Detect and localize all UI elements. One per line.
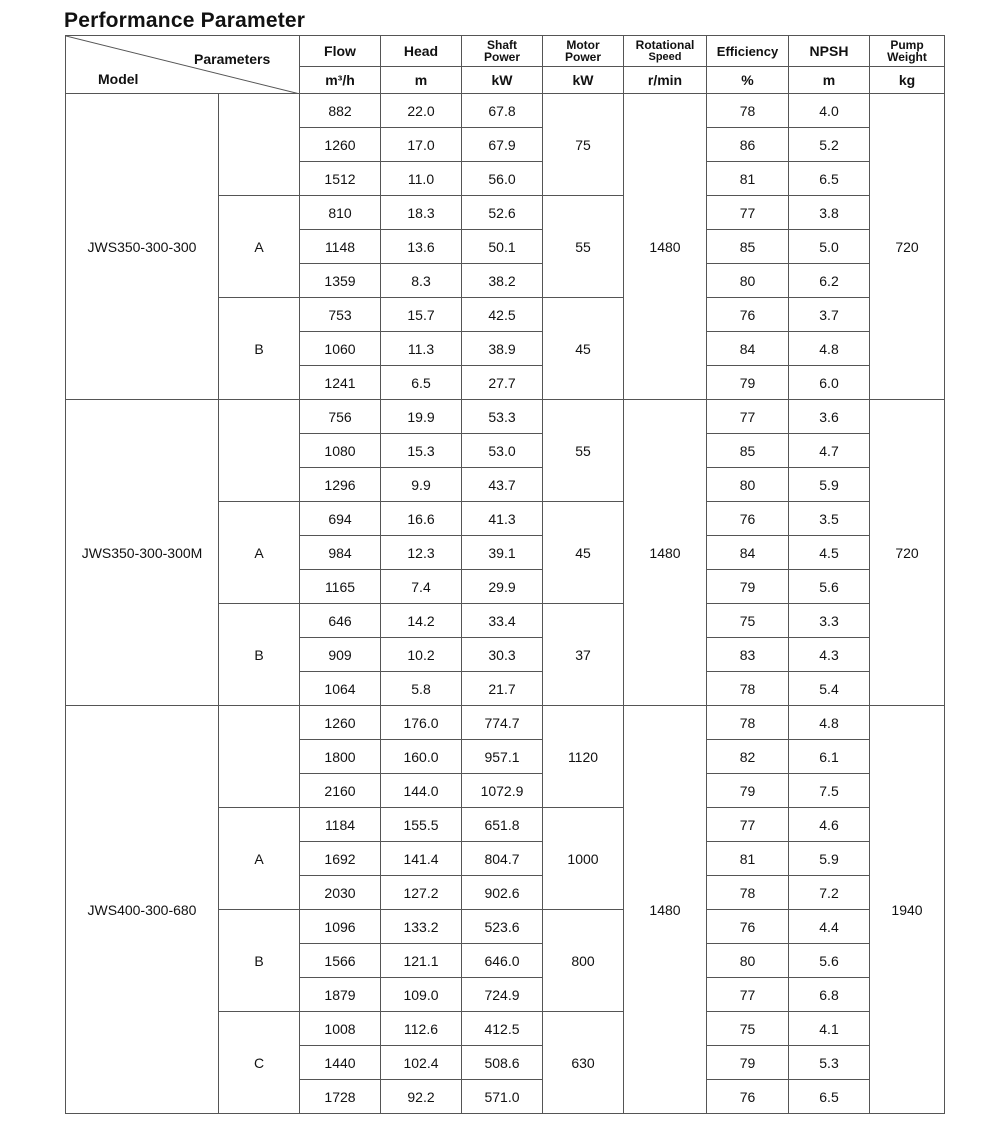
flow-value: 756	[300, 400, 381, 434]
motor-power-value: 630	[543, 1012, 624, 1114]
efficiency-value: 80	[707, 944, 789, 978]
shaft-power-value: 523.6	[462, 910, 543, 944]
npsh-value: 6.8	[789, 978, 870, 1012]
variant-label: A	[219, 808, 300, 910]
head-value: 121.1	[381, 944, 462, 978]
variant-label	[219, 706, 300, 808]
shaft-power-value: 53.3	[462, 400, 543, 434]
flow-value: 1064	[300, 672, 381, 706]
table-row	[66, 706, 945, 740]
flow-value: 882	[300, 94, 381, 128]
motor-power-value: 1000	[543, 808, 624, 910]
shaft-power-value: 902.6	[462, 876, 543, 910]
model-name: JWS350-300-300M	[66, 400, 219, 706]
table-row	[66, 400, 945, 434]
motor-power-value: 37	[543, 604, 624, 706]
efficiency-value: 80	[707, 468, 789, 502]
efficiency-value: 84	[707, 332, 789, 366]
flow-value: 1566	[300, 944, 381, 978]
variant-label: C	[219, 1012, 300, 1114]
flow-value: 2030	[300, 876, 381, 910]
variant-label: A	[219, 196, 300, 298]
efficiency-value: 79	[707, 570, 789, 604]
npsh-value: 3.7	[789, 298, 870, 332]
motor-power-value: 1120	[543, 706, 624, 808]
shaft-power-value: 957.1	[462, 740, 543, 774]
head-value: 15.3	[381, 434, 462, 468]
efficiency-value: 84	[707, 536, 789, 570]
head-value: 6.5	[381, 366, 462, 400]
flow-value: 1060	[300, 332, 381, 366]
efficiency-value: 83	[707, 638, 789, 672]
npsh-value: 6.5	[789, 1080, 870, 1114]
shaft-power-value: 651.8	[462, 808, 543, 842]
head-value: 7.4	[381, 570, 462, 604]
flow-value: 1440	[300, 1046, 381, 1080]
npsh-value: 3.5	[789, 502, 870, 536]
header-corner	[66, 36, 300, 94]
head-value: 141.4	[381, 842, 462, 876]
col-header-flow: Flow	[300, 36, 381, 67]
shaft-power-value: 38.2	[462, 264, 543, 298]
shaft-power-value: 50.1	[462, 230, 543, 264]
npsh-value: 7.2	[789, 876, 870, 910]
shaft-power-value: 774.7	[462, 706, 543, 740]
unit-efficiency: %	[707, 67, 789, 94]
flow-value: 1260	[300, 128, 381, 162]
efficiency-value: 78	[707, 876, 789, 910]
shaft-power-value: 38.9	[462, 332, 543, 366]
head-value: 102.4	[381, 1046, 462, 1080]
npsh-value: 4.6	[789, 808, 870, 842]
motor-power-value: 45	[543, 298, 624, 400]
head-value: 112.6	[381, 1012, 462, 1046]
unit-npsh: m	[789, 67, 870, 94]
unit-shaft-power: kW	[462, 67, 543, 94]
efficiency-value: 77	[707, 400, 789, 434]
motor-power-value: 800	[543, 910, 624, 1012]
efficiency-value: 78	[707, 672, 789, 706]
model-name: JWS350-300-300	[66, 94, 219, 400]
efficiency-value: 76	[707, 910, 789, 944]
col-header-npsh: NPSH	[789, 36, 870, 67]
npsh-value: 5.0	[789, 230, 870, 264]
variant-label: B	[219, 604, 300, 706]
npsh-value: 4.5	[789, 536, 870, 570]
flow-value: 1260	[300, 706, 381, 740]
page-title: Performance Parameter	[64, 9, 306, 32]
npsh-value: 6.2	[789, 264, 870, 298]
head-value: 127.2	[381, 876, 462, 910]
shaft-power-value: 412.5	[462, 1012, 543, 1046]
npsh-value: 4.1	[789, 1012, 870, 1046]
col-header-head: Head	[381, 36, 462, 67]
npsh-value: 7.5	[789, 774, 870, 808]
npsh-value: 4.8	[789, 332, 870, 366]
flow-value: 1512	[300, 162, 381, 196]
head-value: 9.9	[381, 468, 462, 502]
head-value: 5.8	[381, 672, 462, 706]
efficiency-value: 77	[707, 978, 789, 1012]
head-value: 17.0	[381, 128, 462, 162]
performance-table	[65, 35, 945, 1114]
rotational-speed-value: 1480	[624, 94, 707, 400]
shaft-power-value: 21.7	[462, 672, 543, 706]
flow-value: 1008	[300, 1012, 381, 1046]
npsh-value: 5.6	[789, 570, 870, 604]
head-value: 10.2	[381, 638, 462, 672]
npsh-value: 4.8	[789, 706, 870, 740]
variant-label	[219, 94, 300, 196]
efficiency-value: 86	[707, 128, 789, 162]
flow-value: 646	[300, 604, 381, 638]
efficiency-value: 75	[707, 604, 789, 638]
model-label: Model	[98, 71, 139, 87]
rotational-speed-value: 1480	[624, 706, 707, 1114]
pump-weight-value: 720	[870, 400, 945, 706]
head-value: 176.0	[381, 706, 462, 740]
efficiency-value: 82	[707, 740, 789, 774]
head-value: 155.5	[381, 808, 462, 842]
col-header-shaft-power: Shaft Power	[462, 36, 543, 67]
npsh-value: 4.4	[789, 910, 870, 944]
efficiency-value: 78	[707, 94, 789, 128]
shaft-power-value: 724.9	[462, 978, 543, 1012]
head-value: 13.6	[381, 230, 462, 264]
pump-weight-value: 720	[870, 94, 945, 400]
head-value: 133.2	[381, 910, 462, 944]
efficiency-value: 76	[707, 298, 789, 332]
table-row	[66, 94, 945, 128]
efficiency-value: 75	[707, 1012, 789, 1046]
flow-value: 1692	[300, 842, 381, 876]
flow-value: 1241	[300, 366, 381, 400]
motor-power-value: 55	[543, 400, 624, 502]
shaft-power-value: 27.7	[462, 366, 543, 400]
npsh-value: 5.2	[789, 128, 870, 162]
col-header-motor-power: Motor Power	[543, 36, 624, 67]
npsh-value: 6.0	[789, 366, 870, 400]
unit-rotational-speed: r/min	[624, 67, 707, 94]
col-header-rotational-speed: Rotational Speed	[624, 36, 707, 67]
npsh-value: 5.6	[789, 944, 870, 978]
shaft-power-value: 43.7	[462, 468, 543, 502]
unit-motor-power: kW	[543, 67, 624, 94]
flow-value: 1080	[300, 434, 381, 468]
shaft-power-value: 29.9	[462, 570, 543, 604]
npsh-value: 5.3	[789, 1046, 870, 1080]
shaft-power-value: 67.9	[462, 128, 543, 162]
shaft-power-value: 1072.9	[462, 774, 543, 808]
efficiency-value: 78	[707, 706, 789, 740]
shaft-power-value: 804.7	[462, 842, 543, 876]
head-value: 18.3	[381, 196, 462, 230]
head-value: 144.0	[381, 774, 462, 808]
flow-value: 1184	[300, 808, 381, 842]
npsh-value: 4.3	[789, 638, 870, 672]
flow-value: 694	[300, 502, 381, 536]
npsh-value: 5.9	[789, 468, 870, 502]
shaft-power-value: 52.6	[462, 196, 543, 230]
parameters-label: Parameters	[194, 51, 271, 67]
efficiency-value: 77	[707, 196, 789, 230]
head-value: 92.2	[381, 1080, 462, 1114]
flow-value: 1148	[300, 230, 381, 264]
rotational-speed-value: 1480	[624, 400, 707, 706]
table-body	[66, 94, 945, 1114]
variant-label: B	[219, 298, 300, 400]
shaft-power-value: 646.0	[462, 944, 543, 978]
unit-flow: m³/h	[300, 67, 381, 94]
flow-value: 753	[300, 298, 381, 332]
flow-value: 1096	[300, 910, 381, 944]
flow-value: 1728	[300, 1080, 381, 1114]
npsh-value: 3.8	[789, 196, 870, 230]
npsh-value: 4.0	[789, 94, 870, 128]
efficiency-value: 81	[707, 162, 789, 196]
flow-value: 1879	[300, 978, 381, 1012]
flow-value: 1800	[300, 740, 381, 774]
efficiency-value: 77	[707, 808, 789, 842]
npsh-value: 5.9	[789, 842, 870, 876]
flow-value: 1359	[300, 264, 381, 298]
motor-power-value: 45	[543, 502, 624, 604]
flow-value: 909	[300, 638, 381, 672]
efficiency-value: 80	[707, 264, 789, 298]
head-value: 8.3	[381, 264, 462, 298]
head-value: 11.0	[381, 162, 462, 196]
flow-value: 984	[300, 536, 381, 570]
efficiency-value: 76	[707, 502, 789, 536]
motor-power-value: 75	[543, 94, 624, 196]
head-value: 16.6	[381, 502, 462, 536]
head-value: 109.0	[381, 978, 462, 1012]
flow-value: 1296	[300, 468, 381, 502]
col-header-pump-weight: Pump Weight	[870, 36, 945, 67]
efficiency-value: 79	[707, 1046, 789, 1080]
head-value: 11.3	[381, 332, 462, 366]
flow-value: 810	[300, 196, 381, 230]
efficiency-value: 85	[707, 230, 789, 264]
variant-label: A	[219, 502, 300, 604]
npsh-value: 3.3	[789, 604, 870, 638]
shaft-power-value: 67.8	[462, 94, 543, 128]
shaft-power-value: 571.0	[462, 1080, 543, 1114]
flow-value: 1165	[300, 570, 381, 604]
efficiency-value: 79	[707, 774, 789, 808]
shaft-power-value: 53.0	[462, 434, 543, 468]
npsh-value: 3.6	[789, 400, 870, 434]
flow-value: 2160	[300, 774, 381, 808]
model-name: JWS400-300-680	[66, 706, 219, 1114]
unit-pump-weight: kg	[870, 67, 945, 94]
shaft-power-value: 33.4	[462, 604, 543, 638]
shaft-power-value: 39.1	[462, 536, 543, 570]
pump-weight-value: 1940	[870, 706, 945, 1114]
head-value: 14.2	[381, 604, 462, 638]
variant-label	[219, 400, 300, 502]
col-header-efficiency: Efficiency	[707, 36, 789, 67]
unit-head: m	[381, 67, 462, 94]
npsh-value: 6.1	[789, 740, 870, 774]
npsh-value: 5.4	[789, 672, 870, 706]
head-value: 160.0	[381, 740, 462, 774]
head-value: 12.3	[381, 536, 462, 570]
motor-power-value: 55	[543, 196, 624, 298]
efficiency-value: 81	[707, 842, 789, 876]
npsh-value: 4.7	[789, 434, 870, 468]
npsh-value: 6.5	[789, 162, 870, 196]
variant-label: B	[219, 910, 300, 1012]
efficiency-value: 85	[707, 434, 789, 468]
head-value: 15.7	[381, 298, 462, 332]
efficiency-value: 76	[707, 1080, 789, 1114]
head-value: 19.9	[381, 400, 462, 434]
shaft-power-value: 42.5	[462, 298, 543, 332]
shaft-power-value: 41.3	[462, 502, 543, 536]
shaft-power-value: 508.6	[462, 1046, 543, 1080]
head-value: 22.0	[381, 94, 462, 128]
shaft-power-value: 56.0	[462, 162, 543, 196]
shaft-power-value: 30.3	[462, 638, 543, 672]
efficiency-value: 79	[707, 366, 789, 400]
